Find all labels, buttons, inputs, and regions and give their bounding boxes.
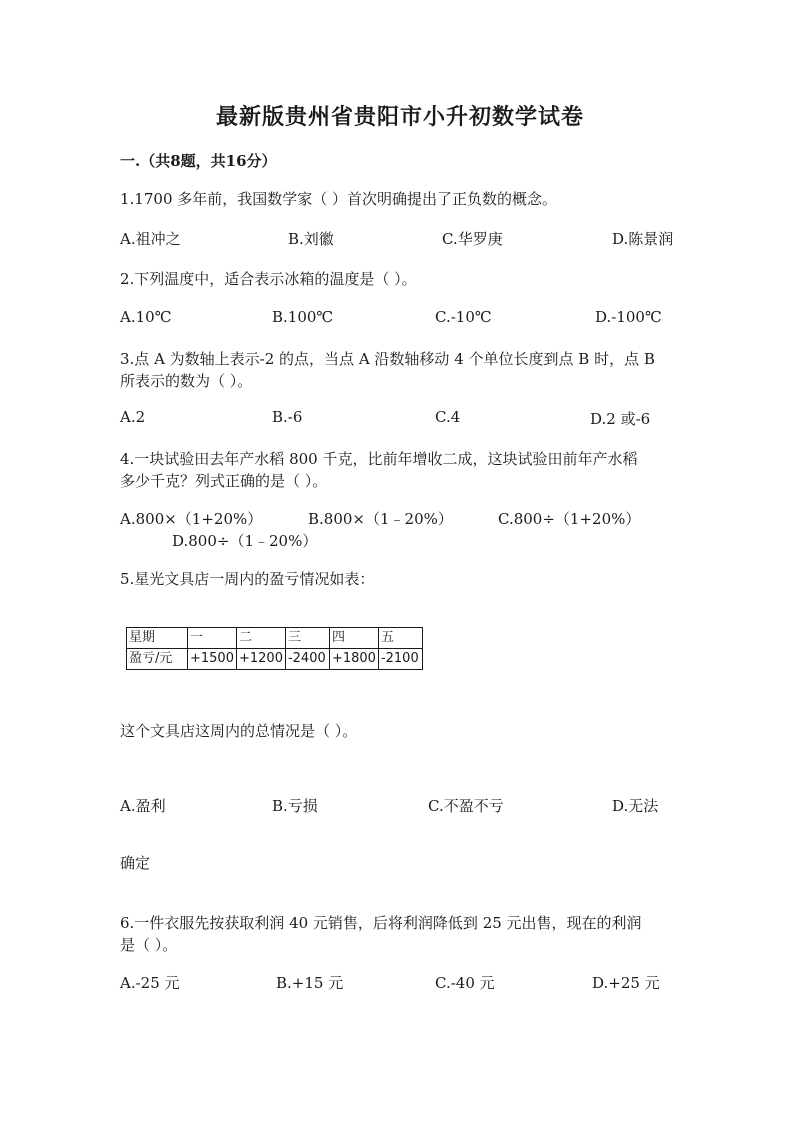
question-3-option-a: A.2 — [120, 408, 146, 426]
table-cell: 一 — [188, 628, 237, 649]
section-heading: 一.（共8题，共16分） — [120, 152, 277, 170]
question-5-text: 5.星光文具店一周内的盈亏情况如表： — [120, 570, 375, 588]
table-row — [127, 649, 423, 670]
question-3-option-b: B.-6 — [272, 408, 303, 426]
question-1-text: 1.1700 多年前，我国数学家（ ）首次明确提出了正负数的概念。 — [120, 190, 558, 208]
question-5-option-c: C.不盈不亏 — [428, 797, 504, 815]
question-4-text-line-1: 4.一块试验田去年产水稻 800 千克，比前年增收二成，这块试验田前年产水稻 — [120, 450, 638, 468]
question-4-option-a: A.800×（1+20%） — [120, 510, 263, 528]
question-4-option-d: D.800÷（1﹣20%） — [172, 532, 318, 550]
question-3-option-d: D.2 或-6 — [590, 410, 651, 428]
question-6-option-a: A.-25 元 — [120, 974, 180, 992]
table-cell: -2400 — [285, 649, 329, 670]
question-5-option-d-tail: 确定 — [120, 854, 151, 872]
table-cell: -2100 — [378, 649, 422, 670]
question-5-option-d-part-2 — [120, 852, 150, 873]
question-2-text: 2.下列温度中，适合表示冰箱的温度是（ ）。 — [120, 270, 417, 288]
table-cell: 五 — [378, 628, 422, 649]
question-5-option-a: A.盈利 — [120, 797, 166, 815]
page-title: 最新版贵州省贵阳市小升初数学试卷 — [215, 104, 584, 130]
question-4-option-c: C.800÷（1+20%） — [498, 510, 641, 528]
question-6-option-d: D.+25 元 — [592, 974, 660, 992]
table-cell: 盈亏/元 — [127, 649, 188, 670]
question-5-option-d-head: D.无法 — [612, 797, 659, 815]
question-1-option-b: B.刘徽 — [288, 230, 334, 248]
question-3-text-line-1: 3.点 A 为数轴上表示-2 的点，当点 A 沿数轴移动 4 个单位长度到点 B 时，点 B — [120, 350, 655, 368]
table-cell: 星期 — [127, 628, 188, 649]
table-cell: 四 — [329, 628, 378, 649]
question-1-option-d: D.陈景润 — [612, 230, 674, 248]
question-6-option-c: C.-40 元 — [435, 974, 495, 992]
question-2-option-a: A.10℃ — [120, 308, 172, 326]
table-cell: 三 — [285, 628, 329, 649]
question-1-option-c: C.华罗庚 — [442, 230, 503, 248]
question-2-option-b: B.100℃ — [272, 308, 334, 326]
question-4-option-b: B.800×（1﹣20%） — [308, 510, 453, 528]
table-header-row — [127, 628, 423, 649]
question-2-option-c: C.-10℃ — [435, 308, 492, 326]
question-2-option-d: D.-100℃ — [595, 308, 662, 326]
table-cell: +1800 — [329, 649, 378, 670]
table-cell: 二 — [236, 628, 285, 649]
question-1-option-a: A.祖冲之 — [120, 230, 181, 248]
question-5-option-b: B.亏损 — [272, 797, 318, 815]
question-4-text-line-2: 多少千克？列式正确的是（ ）。 — [120, 472, 328, 490]
table-cell: +1500 — [188, 649, 237, 670]
question-5-follow-up: 这个文具店这周内的总情况是（ ）。 — [120, 722, 358, 740]
question-6-text-line-1: 6.一件衣服先按获取利润 40 元销售，后将利润降低到 25 元出售，现在的利润 — [120, 914, 642, 932]
question-6-text-line-2: 是（ ）。 — [120, 936, 178, 954]
profit-loss-table — [126, 627, 423, 670]
question-3-option-c: C.4 — [435, 408, 461, 426]
table-cell: +1200 — [236, 649, 285, 670]
question-3-text-line-2: 所表示的数为（ ）。 — [120, 372, 253, 390]
question-5-option-d-part-1 — [612, 795, 658, 816]
question-6-option-b: B.+15 元 — [276, 974, 344, 992]
